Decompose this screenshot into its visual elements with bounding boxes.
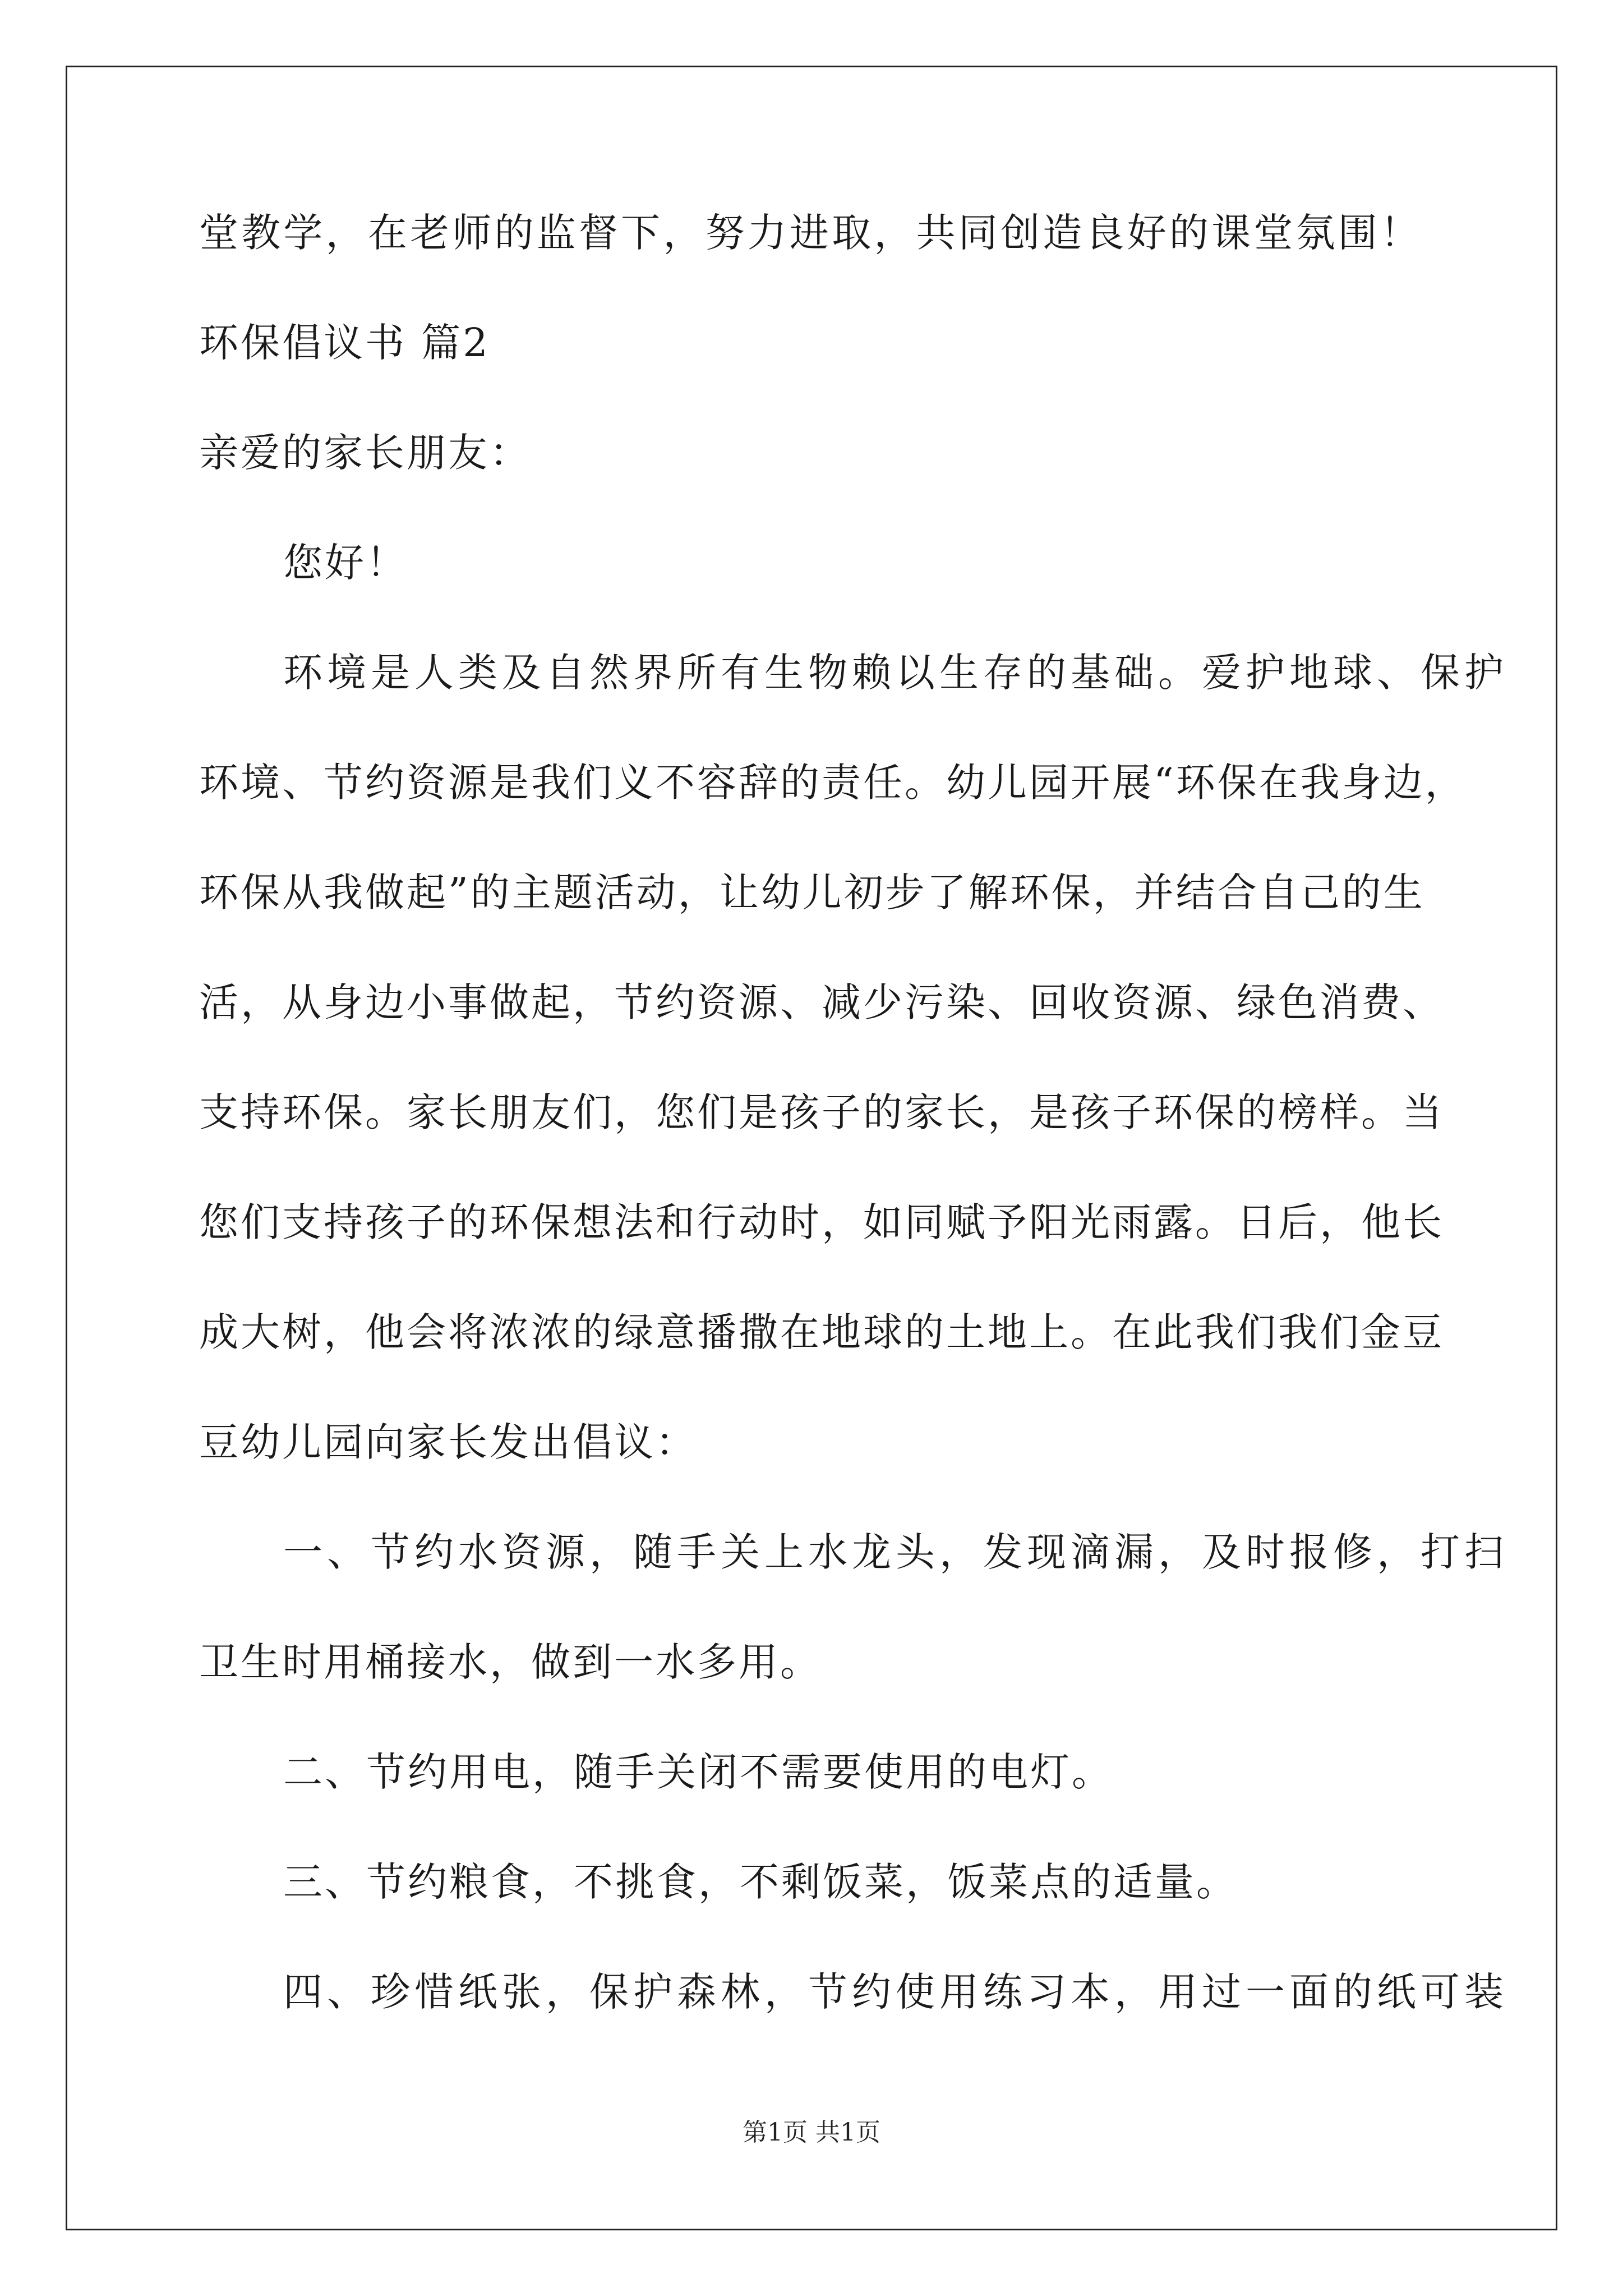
text-line: 成大树，他会将浓浓的绿意播撒在地球的土地上。在此我们我们金豆 — [199, 1309, 1444, 1355]
text-line: 您们支持孩子的环保想法和行动时，如同赋予阳光雨露。日后，他长 — [199, 1199, 1444, 1245]
greeting: 您好！ — [283, 540, 408, 586]
list-item: 四、珍惜纸张，保护森林，节约使用练习本，用过一面的纸可装 — [283, 1969, 1506, 2015]
text-line: 环保从我做起”的主题活动，让幼儿初步了解环保，并结合自己的生 — [199, 869, 1425, 915]
list-item: 一、节约水资源，随手关上水龙头，发现滴漏，及时报修，打扫 — [283, 1529, 1506, 1575]
text-line: 豆幼儿园向家长发出倡议： — [199, 1419, 697, 1465]
text-line: 活，从身边小事做起，节约资源、减少污染、回收资源、绿色消费、 — [199, 979, 1444, 1025]
text-line: 堂教学，在老师的监督下，努力进取，共同创造良好的课堂氛围！ — [199, 210, 1422, 256]
section-heading: 环保倡议书 篇2 — [199, 320, 490, 366]
text-line: 卫生时用桶接水，做到一水多用。 — [199, 1639, 822, 1685]
text-line: 支持环保。家长朋友们，您们是孩子的家长，是孩子环保的榜样。当 — [199, 1089, 1444, 1135]
page-footer: 第1页 共1页 — [743, 2118, 880, 2147]
list-item: 三、节约粮食，不挑食，不剩饭菜，饭菜点的适量。 — [283, 1859, 1238, 1905]
text-line: 环境、节约资源是我们义不容辞的责任。幼儿园开展“环保在我身边， — [199, 760, 1467, 806]
list-item: 二、节约用电，随手关闭不需要使用的电灯。 — [283, 1749, 1113, 1795]
document-body — [199, 210, 1506, 2082]
salutation: 亲爱的家长朋友： — [199, 430, 531, 476]
text-line: 环境是人类及自然界所有生物赖以生存的基础。爱护地球、保护 — [283, 650, 1506, 696]
